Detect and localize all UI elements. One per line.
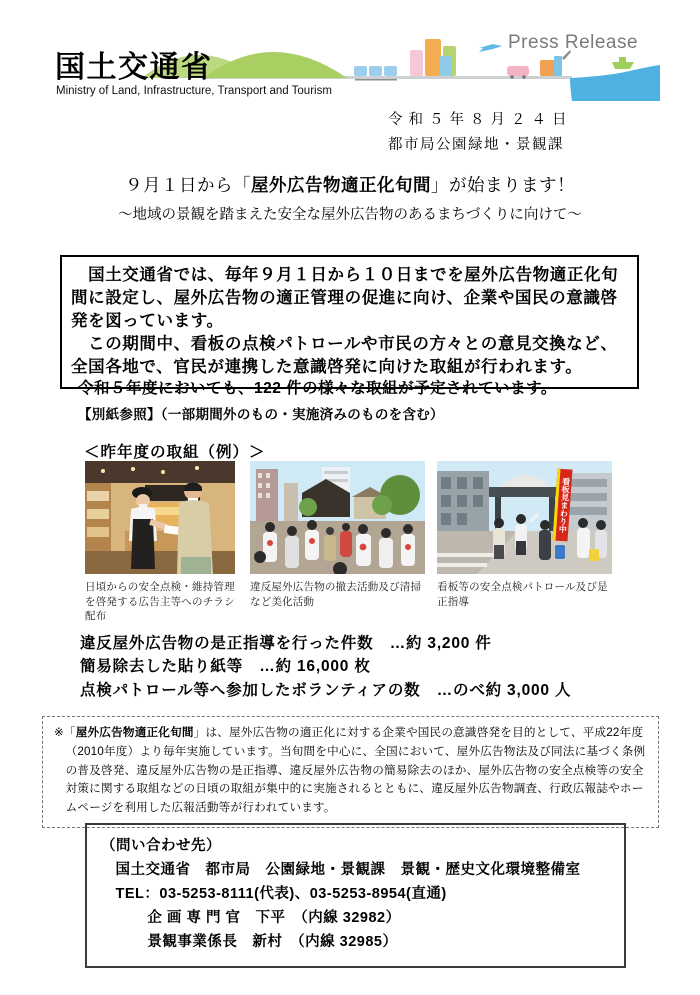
press-release-label: Press Release: [508, 32, 639, 53]
ministry-logo-en: Ministry of Land, Infrastructure, Transport and Tourism: [56, 85, 332, 97]
planned-activities: [78, 376, 557, 423]
footnote-body: 」は、屋外広告物の適正化に対する企業や国民の意識啓発を目的として、平成22年度（2010年度）より毎年実施しています。当旬間を中心に、全国において、屋外広告物法及び同法に基づく条例の普及啓発、違反屋外広告物の是正指導、違反屋外広告物の簡易除去のほか、屋外広告物の安全点検等の安全対策に関する取組などの日頃の取組が集中的に実施されるとともに、違反屋外広告物調査、行政広報誌やホームページを利用した広報活動等が行われています。: [65, 726, 646, 815]
plans-count-line: 令和５年度においても、122 件の様々な取組が予定されています。: [78, 380, 557, 397]
plans-attachment-note: 【別紙参照】（一部期間外のもの・実施済みのものを含む）: [78, 407, 444, 422]
summary-paragraph-1: 国土交通省では、毎年９月１日から１０日までを屋外広告物適正化旬間に設定し、屋外広告物の適正管理の促進に向け、企業や国民の意識啓発を図っています。: [71, 266, 619, 331]
footnote-keyword: 屋外広告物適正化旬間: [75, 726, 194, 739]
plane-icon: [479, 44, 502, 52]
street-photo-icon: [437, 461, 612, 574]
issuing-department: 都市局公園緑地・景観課: [388, 137, 564, 154]
buildings-icon: [410, 39, 456, 76]
photo-removal-activity: [250, 461, 425, 574]
port-icon: [540, 50, 571, 76]
photo-row: [85, 461, 612, 574]
ship-icon: [612, 57, 634, 69]
bakery-photo-icon: [85, 461, 235, 574]
examples-heading: ＜昨年度の取組（例）＞: [84, 444, 266, 461]
crowd-photo-icon: [250, 461, 425, 574]
sea-icon: [570, 65, 660, 101]
footnote-box: [42, 716, 659, 828]
stat-line: 簡易除去した貼り紙等 …約 16,000 枚: [80, 658, 371, 676]
hill-icon: [204, 52, 347, 78]
title-post: 」が始まります！: [431, 175, 575, 195]
patrol-banner: 看板見まわり中: [553, 469, 573, 542]
photo-caption: 看板等の安全点検パトロール及び是正指導: [437, 581, 608, 608]
release-date: 令和５年８月２４日: [388, 112, 573, 128]
page-title: [0, 172, 700, 197]
stat-line: 点検パトロール等へ参加したボランティアの数 …のべ約 3,000 人: [80, 681, 572, 699]
page-subtitle: ～地域の景観を踏まえた安全な屋外広告物のあるまちづくりに向けて～: [118, 207, 582, 223]
contact-person-1: 企 画 専 門 官 下平 （内線 32982）: [147, 910, 401, 927]
contact-person-2: 景観事業係長 新村 （内線 32985）: [147, 934, 398, 951]
statistics-block: [80, 632, 571, 702]
summary-box: [60, 255, 639, 389]
title-pre: ９月１日から「: [125, 175, 251, 195]
stat-line: 違反屋外広告物の是正指導を行った件数 …約 3,200 件: [80, 635, 492, 652]
date-department-block: [388, 108, 573, 159]
contact-office: 国土交通省 都市局 公園緑地・景観課 景観・歴史文化環境整備室: [115, 862, 581, 879]
footnote-text: [54, 724, 647, 818]
photo-patrol: [437, 461, 612, 574]
contact-phone: TEL：03-5253-8111(代表)、03-5253-8954(直通): [115, 886, 447, 903]
footnote-prefix: ※「: [54, 726, 76, 739]
summary-paragraph-2: この期間中、看板の点検パトロールや市民の方々との意見交換など、全国各地で、官民が連携した意識啓発に向けた取組が行われます。: [71, 335, 618, 377]
photo-caption: 違反屋外広告物の撤去活動及び清掃など美化活動: [250, 581, 422, 608]
contact-heading: （問い合わせ先）: [101, 838, 221, 854]
contact-box: [85, 823, 626, 968]
ministry-logo-ja: 国土交通省: [55, 51, 213, 84]
caption-row: [85, 580, 612, 624]
photo-caption: 日頃からの安全点検・維持管理を啓発する広告主等へのチラシ配布: [85, 581, 235, 623]
title-keyword: 屋外広告物適正化旬間: [251, 175, 431, 195]
photo-flyer-distribution: [85, 461, 235, 574]
